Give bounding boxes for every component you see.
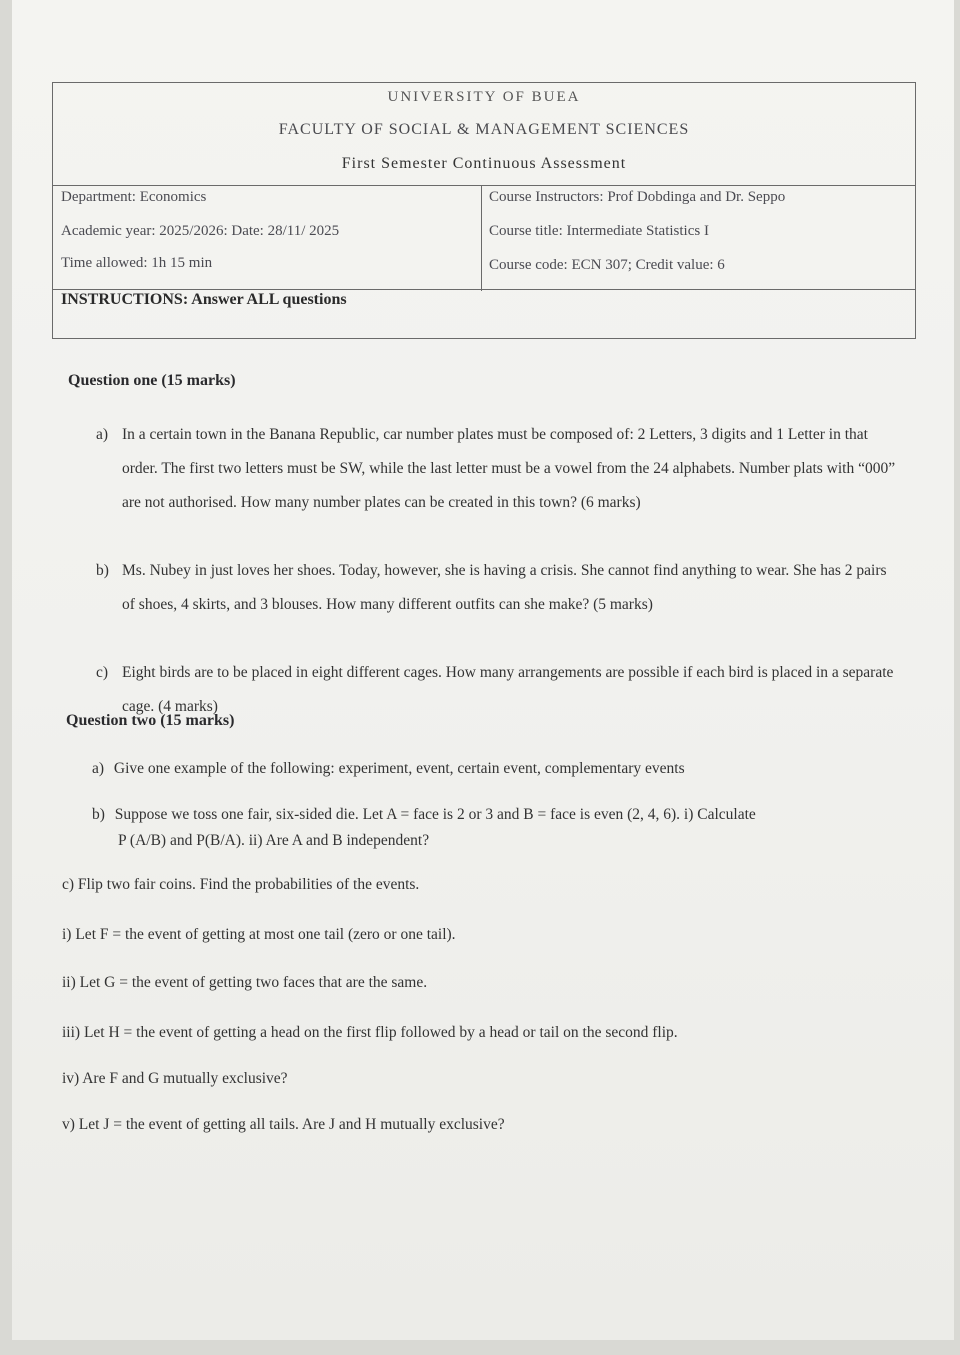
q2-part-c: c) Flip two fair coins. Find the probabilities of the events.	[62, 876, 420, 893]
faculty-name: FACULTY OF SOCIAL & MANAGEMENT SCIENCES	[278, 121, 690, 138]
q2-b-text-2: P (A/B) and P(B/A). ii) Are A and B independent?	[118, 832, 430, 849]
q1-c-label: c)	[96, 664, 109, 681]
q2-b-label: b)	[92, 806, 105, 823]
q2-c-i: i) Let F = the event of getting at most one tail (zero or one tail).	[62, 926, 456, 943]
q1-part-b	[96, 554, 902, 622]
q2-a-text: Give one example of the following: experiment, event, certain event, complementary events	[113, 760, 685, 777]
q1-b-label: b)	[96, 562, 109, 579]
q2-c-ii: ii) Let G = the event of getting two faces that are the same.	[62, 974, 428, 991]
q1-a-label: a)	[96, 426, 109, 443]
question-one-title: Question one (15 marks)	[68, 372, 236, 389]
q2-part-a	[92, 760, 685, 778]
department: Department: Economics	[61, 189, 207, 205]
academic-year-date: Academic year: 2025/2026: Date: 28/11/ 2025	[61, 223, 340, 239]
header-box	[52, 82, 916, 339]
q1-part-a	[96, 418, 902, 520]
university-name: UNIVERSITY OF BUEA	[387, 89, 581, 105]
instructions-text: Answer ALL questions	[191, 291, 347, 308]
q2-part-b	[92, 806, 756, 824]
course-title: Course title: Intermediate Statistics I	[489, 223, 709, 239]
q2-c-iii: iii) Let H = the event of getting a head on the first flip followed by a head or tail on the second flip.	[62, 1024, 678, 1041]
header-divider	[53, 185, 915, 186]
question-two-title: Question two (15 marks)	[66, 712, 235, 729]
column-divider	[481, 185, 482, 291]
instructions-divider	[53, 289, 915, 290]
q1-b-text: Ms. Nubey in just loves her shoes. Today, however, she is having a crisis. She cannot find anything to wear. She has 2 pairs of shoes, 4 skirts, and 3 blouses. How many different outfits can she make? (5 marks)	[122, 562, 887, 613]
instructions-label: INSTRUCTIONS:	[61, 291, 189, 308]
q2-c-iv: iv) Are F and G mutually exclusive?	[62, 1070, 288, 1087]
q2-b-text-1: Suppose we toss one fair, six-sided die. Let A = face is 2 or 3 and B = face is even (2, 4, 6). i) Calculate	[114, 806, 756, 823]
q1-a-text: In a certain town in the Banana Republic, car number plates must be composed of: 2 Letters, 3 digits and 1 Letter in that order. The first two letters must be SW, while the last letter must be a vowel from the 24 alphabets. Number plats with “000” are not authorised. How many number plates can be created in this town? (6 marks)	[122, 426, 896, 511]
time-allowed: Time allowed: 1h 15 min	[61, 255, 213, 271]
q2-a-label: a)	[92, 760, 105, 777]
q2-c-v: v) Let J = the event of getting all tails. Are J and H mutually exclusive?	[62, 1116, 505, 1133]
instructions	[61, 291, 347, 309]
course-instructors: Course Instructors: Prof Dobdinga and Dr. Seppo	[489, 189, 786, 205]
semester-title: First Semester Continuous Assessment	[341, 155, 627, 172]
q1-c-text: Eight birds are to be placed in eight different cages. How many arrangements are possible if each bird is placed in a separate cage. (4 marks)	[122, 664, 894, 715]
course-code: Course code: ECN 307; Credit value: 6	[489, 257, 725, 273]
